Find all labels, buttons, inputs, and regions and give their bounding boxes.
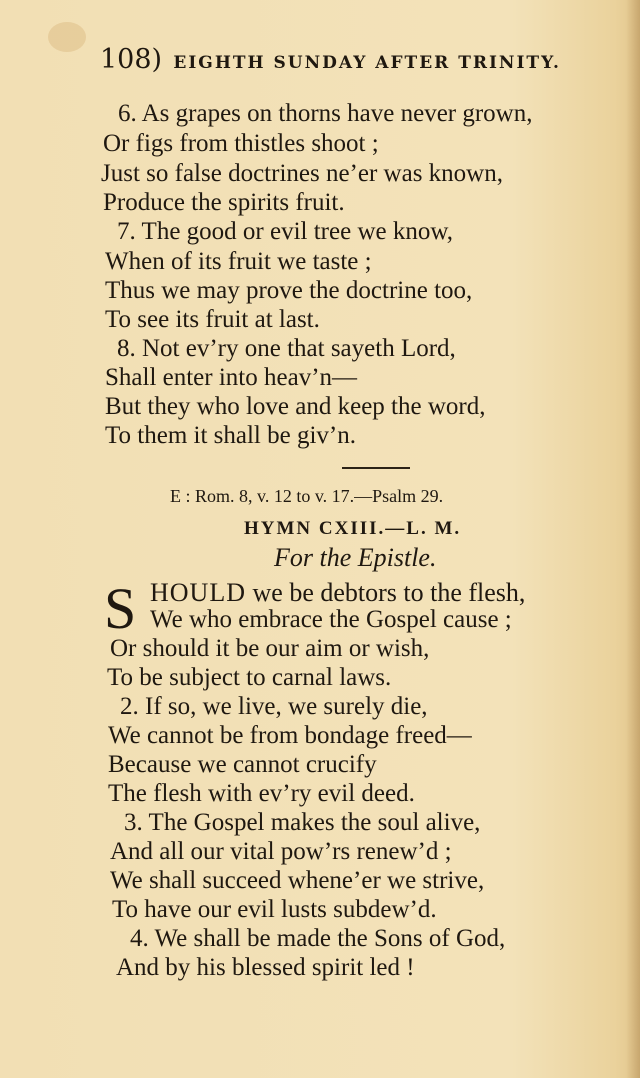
verse-line: To be subject to carnal laws. (107, 664, 392, 691)
first-word-rest: HOULD (150, 578, 246, 607)
verse-line: 2. If so, we live, we surely die, (120, 693, 428, 720)
verse-line: 7. The good or evil tree we know, (117, 218, 454, 245)
running-header (100, 44, 600, 75)
verse-line: And all our vital pow’rs renew’d ; (110, 838, 452, 865)
section-divider (342, 467, 410, 469)
verse-line: To have our evil lusts subdew’d. (112, 896, 437, 923)
verse-line: Thus we may prove the doctrine too, (105, 277, 473, 304)
first-line (150, 578, 525, 608)
verse-line: We cannot be from bondage freed— (108, 722, 472, 749)
scripture-reference: E : Rom. 8, v. 12 to v. 17.—Psalm 29. (170, 486, 444, 506)
verse-line: And by his blessed spirit led ! (116, 954, 415, 981)
first-line-rest: we be debtors to the flesh, (252, 578, 526, 607)
verse-line: We who embrace the Gospel cause ; (150, 606, 512, 633)
verse-line: 4. We shall be made the Sons of God, (130, 925, 506, 952)
verse-line: But they who love and keep the word, (105, 393, 486, 420)
running-title: EIGHTH SUNDAY AFTER TRINITY. (173, 53, 561, 73)
verse-line: The flesh with ev’ry evil deed. (108, 780, 415, 807)
paper-stain (48, 22, 86, 52)
hymn-title: HYMN CXIII.—L. M. (244, 518, 462, 539)
verse-line: To see its fruit at last. (105, 306, 320, 333)
verse-line: When of its fruit we taste ; (105, 248, 372, 275)
drop-cap: S (104, 576, 137, 641)
verse-line: We shall succeed whene’er we strive, (110, 867, 485, 894)
verse-line: 3. The Gospel makes the soul alive, (124, 809, 481, 836)
verse-line: 6. As grapes on thorns have never grown, (118, 100, 533, 127)
verse-line: Or should it be our aim or wish, (110, 635, 430, 662)
verse-line: Just so false doctrines ne’er was known, (101, 160, 503, 187)
verse-line: Shall enter into heav’n— (105, 364, 358, 391)
verse-line: To them it shall be giv’n. (105, 422, 356, 449)
verse-line: Or figs from thistles shoot ; (103, 130, 379, 157)
page-number: 108) (100, 44, 163, 75)
verse-line: Produce the spirits fruit. (103, 189, 345, 216)
verse-line: 8. Not ev’ry one that sayeth Lord, (117, 335, 456, 362)
hymn-subtitle: For the Epistle. (274, 543, 437, 572)
verse-line: Because we cannot crucify (108, 751, 377, 778)
page-edge-shadow (626, 0, 640, 1078)
